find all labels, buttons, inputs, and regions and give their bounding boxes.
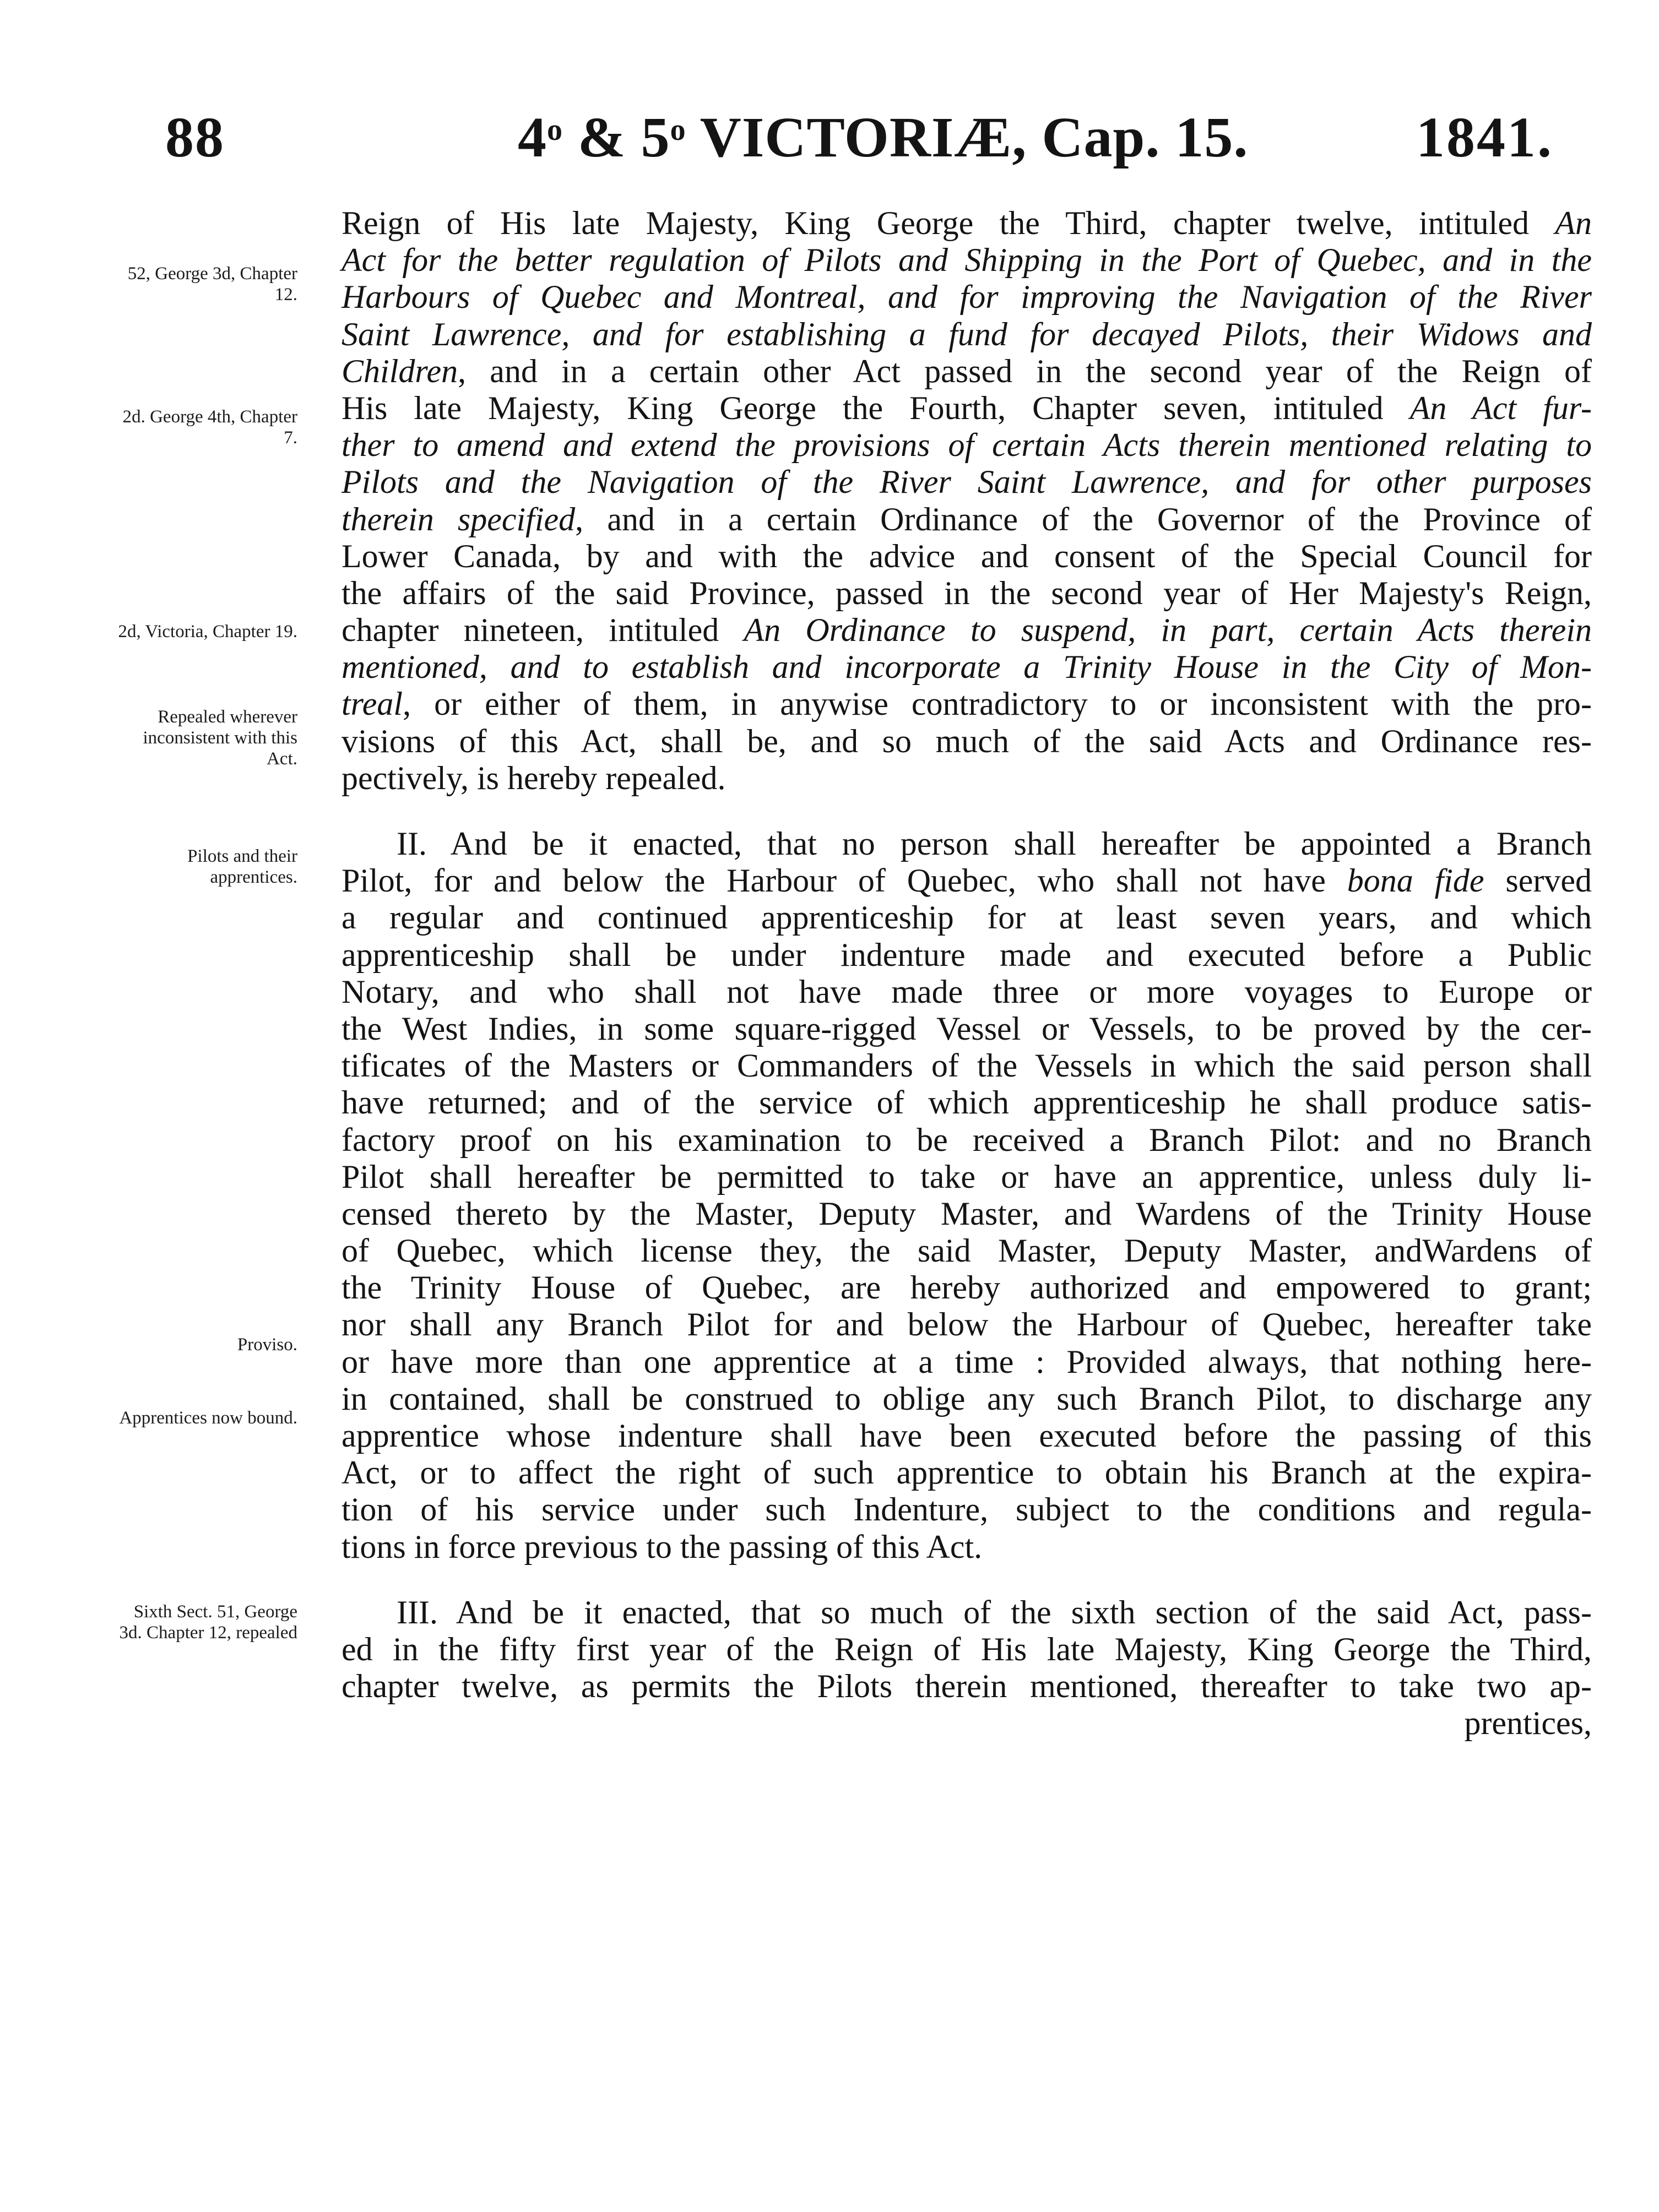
text-line: visions of this Act, shall be, and so much of the said Acts and Ordinance res-	[341, 722, 1592, 759]
margin-note-repealed: Repealed wherever inconsistent with this Act.	[143, 707, 297, 769]
header-year: 1841.	[1416, 106, 1553, 169]
text-line: censed thereto by the Master, Deputy Master, and Wardens of the Trinity House	[341, 1195, 1592, 1232]
margin-note-pilots-apprentices: Pilots and their apprentices.	[187, 846, 297, 887]
text-line: of Quebec, which license they, the said Master, Deputy Master, andWardens of	[341, 1232, 1592, 1269]
text-line: tions in force previous to the passing of this Act.	[341, 1528, 983, 1565]
text-line: Children, and in a certain other Act passed in the second year of the Reign of	[341, 352, 1592, 389]
text-line: Pilot shall hereafter be permitted to take or have an apprentice, unless duly li-	[341, 1158, 1592, 1195]
text-line: Act for the better regulation of Pilots and Shipping in the Port of Quebec, and in the	[341, 242, 1592, 279]
text-line: Saint Lawrence, and for establishing a fund for decayed Pilots, their Widows and	[341, 316, 1592, 352]
paragraph-3-section-iii	[341, 1594, 1592, 1742]
margin-note-52-george-3d: 52, George 3d, Chapter 12.	[127, 264, 297, 305]
text-line: chapter twelve, as permits the Pilots therein mentioned, thereafter to take two ap-	[341, 1668, 1592, 1705]
margin-note-2d-victoria: 2d, Victoria, Chapter 19.	[118, 622, 297, 642]
text-line: a regular and continued apprenticeship for at least seven years, and which	[341, 899, 1592, 936]
text-line: Pilots and the Navigation of the River Saint Lawrence, and for other purposes	[341, 464, 1592, 501]
text-line: II. And be it enacted, that no person shall hereafter be appointed a Branch	[397, 825, 1592, 862]
text-line: Pilot, for and below the Harbour of Quebec, who shall not have bona fide served	[341, 862, 1592, 899]
text-line: Notary, and who shall not have made three or more voyages to Europe or	[341, 973, 1592, 1010]
text-line: pectively, is hereby repealed.	[341, 759, 726, 796]
text-line: tion of his service under such Indenture, subject to the conditions and regula-	[341, 1491, 1592, 1528]
paragraph-1	[341, 205, 1592, 797]
text-line: mentioned, and to establish and incorporate a Trinity House in the City of Mon-	[341, 649, 1592, 686]
text-line: ther to amend and extend the provisions of certain Acts therein mentioned relating to	[341, 427, 1592, 464]
text-line: III. And be it enacted, that so much of the sixth section of the said Act, pass-	[397, 1594, 1592, 1631]
text-line: tificates of the Masters or Commanders of the Vessels in which the said person shall	[341, 1047, 1592, 1084]
running-title: 4$^o$ & 5$^o$ VICTORIÆ, Cap. 15.	[518, 106, 1249, 169]
text-line: apprentice whose indenture shall have been executed before the passing of this	[341, 1417, 1592, 1454]
catchword: prentices,	[1464, 1705, 1592, 1742]
text-line: therein specified, and in a certain Ordinance of the Governor of the Province of	[341, 501, 1592, 537]
text-line: ed in the fifty first year of the Reign of His late Majesty, King George the Third,	[341, 1631, 1592, 1667]
text-line: apprenticeship shall be under indenture made and executed before a Public	[341, 936, 1592, 973]
text-line: the Trinity House of Quebec, are hereby authorized and empowered to grant;	[341, 1269, 1592, 1306]
text-line: the West Indies, in some square-rigged Vessel or Vessels, to be proved by the cer-	[341, 1010, 1592, 1047]
text-line: Reign of His late Majesty, King George the Third, chapter twelve, intituled An	[341, 205, 1592, 241]
text-line: chapter nineteen, intituled An Ordinance to suspend, in part, certain Acts therein	[341, 612, 1592, 649]
text-line: Act, or to affect the right of such apprentice to obtain his Branch at the expira-	[341, 1454, 1592, 1491]
margin-note-proviso: Proviso.	[237, 1335, 297, 1355]
running-head	[165, 105, 1553, 176]
text-line: have returned; and of the service of which apprenticeship he shall produce satis-	[341, 1084, 1592, 1121]
text-line: nor shall any Branch Pilot for and below the Harbour of Quebec, hereafter take	[341, 1306, 1592, 1343]
text-line: Harbours of Quebec and Montreal, and for improving the Navigation of the River	[341, 279, 1592, 316]
text-line: Lower Canada, by and with the advice and consent of the Special Council for	[341, 537, 1592, 574]
text-line: in contained, shall be construed to oblige any such Branch Pilot, to discharge any	[341, 1380, 1592, 1417]
page-number: 88	[165, 106, 225, 169]
paragraph-2-section-ii	[341, 825, 1592, 1566]
text-line: or have more than one apprentice at a time : Provided always, that nothing here-	[341, 1343, 1592, 1380]
text-line: His late Majesty, King George the Fourth, Chapter seven, intituled An Act fur-	[341, 389, 1592, 426]
text-line: the affairs of the said Province, passed in the second year of Her Majesty's Reign,	[341, 574, 1592, 611]
body-text	[341, 205, 1592, 1742]
margin-note-sixth-section-repealed: Sixth Sect. 51, George 3d. Chapter 12, repealed	[119, 1602, 297, 1643]
text-line: factory proof on his examination to be received a Branch Pilot: and no Branch	[341, 1121, 1592, 1158]
text-line: treal, or either of them, in anywise contradictory to or inconsistent with the pro-	[341, 686, 1592, 722]
margin-note-2d-george-4th: 2d. George 4th, Chapter 7.	[122, 407, 297, 448]
margin-note-apprentices-now-bound: Apprentices now bound.	[119, 1408, 297, 1428]
